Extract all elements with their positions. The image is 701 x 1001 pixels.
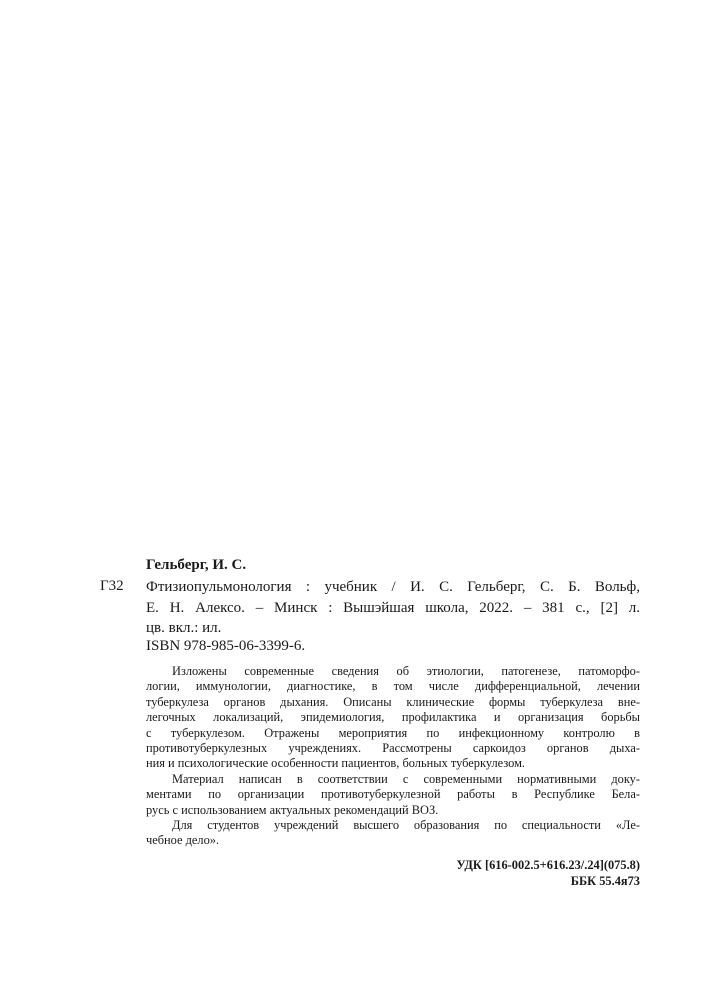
abstract-line: ния и психологические особенности пациентов, больных туберкулезом.: [146, 756, 526, 771]
abstract-line: логии, иммунологии, диагностике, в том числе дифференциальной, лечении: [146, 679, 640, 694]
classification-code: Г32: [100, 578, 124, 594]
abstract-line: Материал написан в соответствии с современными нормативными доку-: [172, 771, 640, 786]
abstract-line: ментами по организации противотуберкулезной работы в Республике Бела-: [146, 787, 640, 802]
author-heading: Гельберг, И. С.: [146, 557, 247, 573]
abstract-line: Для студентов учреждений высшего образования по специальности «Ле-: [172, 818, 640, 833]
classification-indices: [457, 857, 641, 889]
abstract-line: легочных локализаций, эпидемиология, профилактика и организация борьбы: [146, 710, 640, 725]
abstract-line: чебное дело».: [146, 833, 220, 848]
bib-line: Фтизиопульмонология : учебник / И. С. Гельберг, С. Б. Вольф,: [146, 579, 640, 595]
bibliographic-description: [146, 577, 640, 639]
abstract-line: противотуберкулезных учреждениях. Рассмотрены саркоидоз органов дыха-: [146, 741, 640, 756]
bbk-index: ББК 55.4я73: [570, 874, 640, 888]
abstract-line: туберкулеза органов дыхания. Описаны клинические формы туберкулеза вне-: [146, 694, 640, 709]
abstract-line: с туберкулезом. Отражены мероприятия по инфекционному контролю в: [146, 725, 640, 740]
bib-line: Е. Н. Алексо. – Минск : Вышэйшая школа, 2022. – 381 с., [2] л.: [146, 599, 640, 616]
abstract-line: Изложены современные сведения об этиологии, патогенезе, патоморфо-: [172, 664, 640, 678]
abstract-line: русь с использованием актуальных рекомендаций ВОЗ.: [146, 802, 439, 817]
isbn: ISBN 978-985-06-3399-6.: [146, 638, 306, 654]
udk-index: УДК [616-002.5+616.23/.24](075.8): [456, 858, 640, 872]
bib-line: цв. вкл.: ил.: [146, 620, 222, 636]
abstract: [146, 664, 640, 849]
